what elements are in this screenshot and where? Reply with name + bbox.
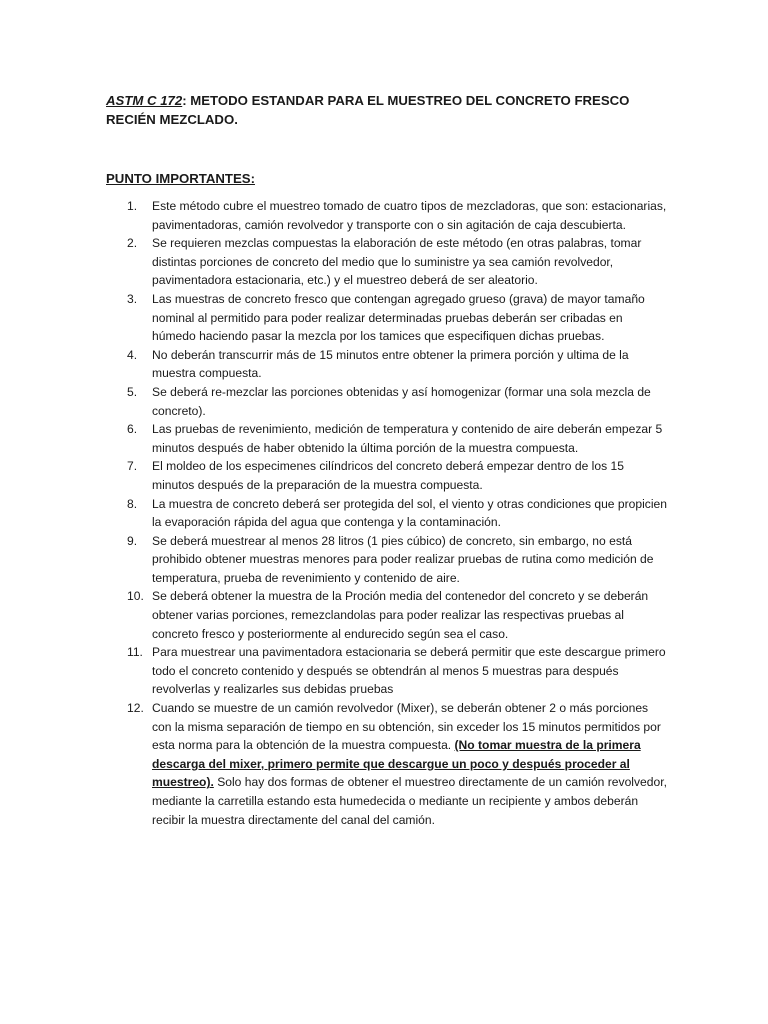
item-number: 7.: [127, 459, 138, 474]
item-text: Las muestras de concreto fresco que contengan agregado grueso (grava) de mayor tamaño nominal al permitido para poder realizar determinadas pruebas deberán ser cribadas en húmedo haciendo pasar la mezcla por los tamices que especifiquen dichas pruebas.: [152, 291, 645, 344]
item-text: La muestra de concreto deberá ser protegida del sol, el viento y otras condiciones que propicien la evaporación rápida del agua que contenga y la contaminación.: [152, 496, 667, 530]
item-number: 4.: [127, 347, 138, 362]
section-subheading: PUNTO IMPORTANTES:: [106, 171, 255, 186]
list-item: [127, 587, 667, 643]
item-text: Se deberá re-mezclar las porciones obtenidas y así homogenizar (formar una sola mezcla de concreto).: [152, 384, 651, 418]
item-number: 10.: [127, 589, 144, 604]
list-item: [127, 495, 667, 532]
item-text: Este método cubre el muestreo tomado de cuatro tipos de mezcladoras, que son: estacionarias, pavimentadoras, camión revolvedor y transporte con o sin agitación de caja descubierta.: [152, 199, 667, 232]
list-item: [127, 643, 667, 699]
item-text: Se deberá muestrear al menos 28 litros (1 pies cúbico) de concreto, sin embargo, no está prohibido obtener muestras menores para poder realizar pruebas de rutina como medición de temperatura, prueba de revenimiento y contenido de aire.: [152, 533, 654, 585]
item-text: Se deberá obtener la muestra de la Proción media del contenedor del concreto y se deberán obtener varias porciones, remezclandolas para poder realizar las respectivas pruebas al concreto fresco y posteriormente al endurecido según sea el caso.: [152, 589, 649, 641]
item-number: 5.: [127, 384, 138, 399]
list-item: [127, 420, 667, 457]
item-number: 12.: [127, 701, 144, 716]
item-text: Solo hay dos formas de obtener el muestreo directamente de un camión revolvedor, mediante la carretilla estando esta humedecida o mediante un recipiente y ambos deberán recibir la muestra directamente del canal del camión.: [152, 775, 667, 827]
item-number: 9.: [127, 533, 138, 548]
document-title: [106, 91, 666, 129]
item-text: El moldeo de los especimenes cilíndricos del concreto deberá empezar dentro de los 15 minutos después de la preparación de la muestra compuesta.: [152, 459, 624, 492]
item-text: Se requieren mezclas compuestas la elaboración de este método (en otras palabras, tomar distintas porciones de concreto del medio que lo suministre ya sea camión revolvedor, pavimentadora estacionaria, etc.) y el muestreo deberá de ser aleatorio.: [152, 236, 642, 288]
list-item: [127, 346, 667, 383]
list-item: [127, 532, 667, 588]
item-text-underlined: (No tomar muestra de la primera descarga del mixer, primero permite que descargue un poco y después proceder al muestreo).: [152, 738, 641, 790]
item-text: No deberán transcurrir más de 15 minutos entre obtener la primera porción y ultima de la muestra compuesta.: [152, 347, 629, 381]
list-item: [127, 290, 667, 346]
item-number: 3.: [127, 291, 138, 306]
item-number: 8.: [127, 496, 138, 511]
list-item: [127, 234, 667, 290]
item-text: Para muestrear una pavimentadora estacionaria se deberá permitir que este descargue primero todo el concreto contenido y después se obtendrán al menos 5 muestras para después revolverlas y realizarles sus debidas pruebas: [152, 645, 666, 697]
item-text: Cuando se muestre de un camión revolvedor (Mixer), se deberán obtener 2 o más porciones con la misma separación de tiempo en su obtención, sin exceder los 15 minutos permitidos por esta norma para la obtención de la muestra compuesta.: [152, 701, 661, 753]
item-number: 2.: [127, 236, 138, 251]
item-number: 6.: [127, 422, 138, 437]
item-number: 1.: [127, 199, 138, 213]
points-list: [127, 197, 667, 829]
item-number: 11.: [127, 645, 143, 660]
standard-code: ASTM C 172: [106, 93, 183, 108]
list-item: [127, 197, 667, 234]
list-item: [127, 699, 667, 829]
list-item: [127, 383, 667, 420]
list-item: [127, 457, 667, 494]
item-text: Las pruebas de revenimiento, medición de temperatura y contenido de aire deberán empezar 5 minutos después de haber obtenido la última porción de la muestra compuesta.: [152, 422, 663, 455]
title-text: : METODO ESTANDAR PARA EL MUESTREO DEL CONCRETO FRESCO RECIÉN MEZCLADO.: [106, 93, 630, 127]
